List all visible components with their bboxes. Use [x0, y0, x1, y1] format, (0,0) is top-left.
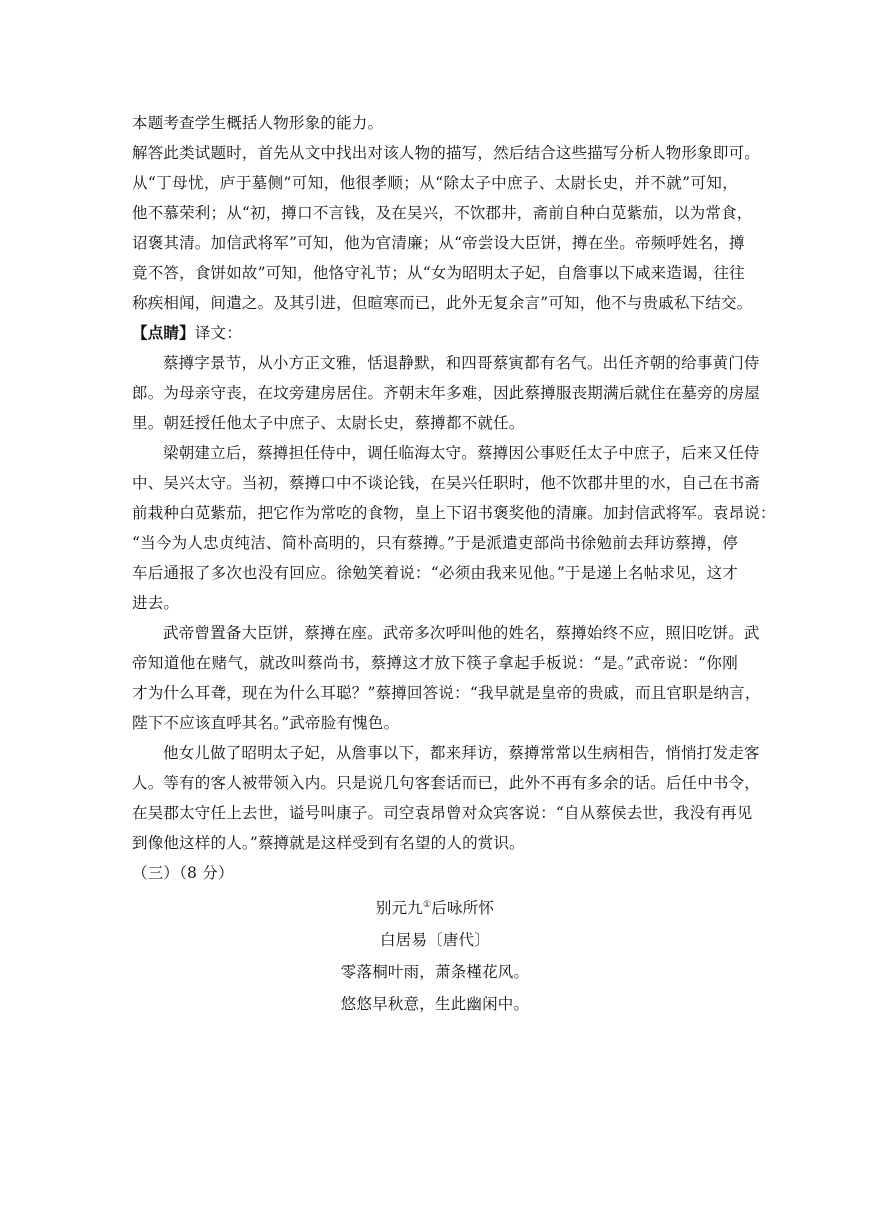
analysis-line: 从“丁母忧，庐于墓侧”可知，他很孝顺；从“除太子中庶子、太尉长史，并不就”可知，	[132, 174, 738, 192]
analysis-line: 解答此类试题时，首先从文中找出对该人物的描写，然后结合这些描写分析人物形象即可。	[132, 144, 761, 162]
translation-line: 进去。	[132, 594, 180, 612]
poem-title	[132, 892, 738, 924]
translation-line: 才为什么耳聋，现在为什么耳聪？”蔡撙回答说：“我早就是皇帝的贵戚，而且官职是纳言，	[132, 684, 761, 702]
translation-line: 在吴郡太守任上去世，谥号叫康子。司空袁昂曾对众宾客说：“自从蔡侯去世，我没有再见	[132, 804, 753, 822]
poem-title-note: ①	[423, 899, 432, 910]
translation-line: 中、吴兴太守。当初，蔡撙口中不谈论钱，在吴兴任职时，他不饮郡井里的水，自己在书斋	[132, 474, 761, 492]
document-page	[132, 108, 776, 1020]
analysis-line: 称疾相闻，间遣之。及其引进，但暄寒而已，此外无复余言”可知，他不与贵戚私下结交。	[132, 294, 753, 312]
translation-paragraph-1	[132, 348, 761, 438]
translation-line: 陛下不应该直呼其名。”武帝脸有愧色。	[132, 714, 400, 732]
translation-line: 武帝曾置备大臣饼，蔡撙在座。武帝多次呼叫他的姓名，蔡撙始终不应，照旧吃饼。武	[163, 624, 760, 642]
translation-line: 车后通报了多次也没有回应。徐勉笑着说：“必须由我来见他。”于是递上名帖求见，这才	[132, 564, 738, 582]
section-heading: （三）（8 分）	[132, 864, 234, 882]
analysis-line: 竟不答，食饼如故”可知，他恪守礼节；从“女为昭明太子妃，自詹事以下咸来造谒，往往	[132, 264, 745, 282]
poem-title-main: 别元九	[375, 899, 423, 917]
poem-line: 悠悠早秋意，生此幽闲中。	[340, 995, 530, 1013]
poem-line: 零落桐叶雨，萧条槿花风。	[340, 963, 530, 981]
translation-line: 人。等有的客人被带领入内。只是说几句客套话而已，此外不再有多余的话。后任中书令，	[132, 774, 761, 792]
translation-line: 到像他这样的人。”蔡撙就是这样受到有名望的人的赏识。	[132, 834, 525, 852]
translation-line: 里。朝廷授任他太子中庶子、太尉长史，蔡撙都不就任。	[132, 414, 525, 432]
poem-author: 白居易〔唐代〕	[380, 931, 490, 949]
translation-line: 他女儿做了昭明太子妃，从詹事以下，都来拜访，蔡撙常常以生病相告，悄悄打发走客	[163, 744, 760, 762]
translation-paragraph-4	[132, 738, 761, 858]
dianjing-tag: 【点睛】	[132, 323, 195, 342]
poem-block	[132, 892, 738, 1020]
translation-line: 梁朝建立后，蔡撙担任侍中，调任临海太守。蔡撙因公事贬任太子中庶子，后来又任侍	[163, 444, 760, 462]
translation-line: 前栽种白苋紫茄，把它作为常吃的食物，皇上下诏书褒奖他的清廉。加封信武将军。袁昂说：	[132, 504, 776, 522]
analysis-line: 诏褒其清。加信武将军”可知，他为官清廉；从“帝尝设大臣饼，撙在坐。帝频呼姓名，撙	[132, 234, 745, 252]
poem-title-rest: 后咏所怀	[431, 899, 495, 917]
translation-line: 郎。为母亲守丧，在坟旁建房居住。齐朝末年多难，因此蔡撙服丧期满后就住在墓旁的房屋	[132, 384, 761, 402]
dianjing-heading	[132, 318, 738, 348]
translation-line: 蔡撙字景节，从小方正文雅，恬退静默，和四哥蔡寅都有名气。出任齐朝的给事黄门侍	[163, 354, 760, 372]
translation-line: “当今为人忠贞纯洁、简朴高明的，只有蔡撙。”于是派遣吏部尚书徐勉前去拜访蔡撙，停	[132, 534, 738, 552]
translation-paragraph-3	[132, 618, 761, 738]
translation-paragraph-2	[132, 438, 776, 618]
analysis-line: 他不慕荣利；从“初，撙口不言钱，及在吴兴，不饮郡井，斋前自种白苋紫茄，以为常食，	[132, 204, 753, 222]
analysis-intro: 本题考查学生概括人物形象的能力。	[132, 114, 384, 132]
translation-line: 帝知道他在赌气，就改叫蔡尚书，蔡撙这才放下筷子拿起手板说：“是。”武帝说：“你刚	[132, 654, 738, 672]
dianjing-label: 译文：	[194, 324, 242, 342]
